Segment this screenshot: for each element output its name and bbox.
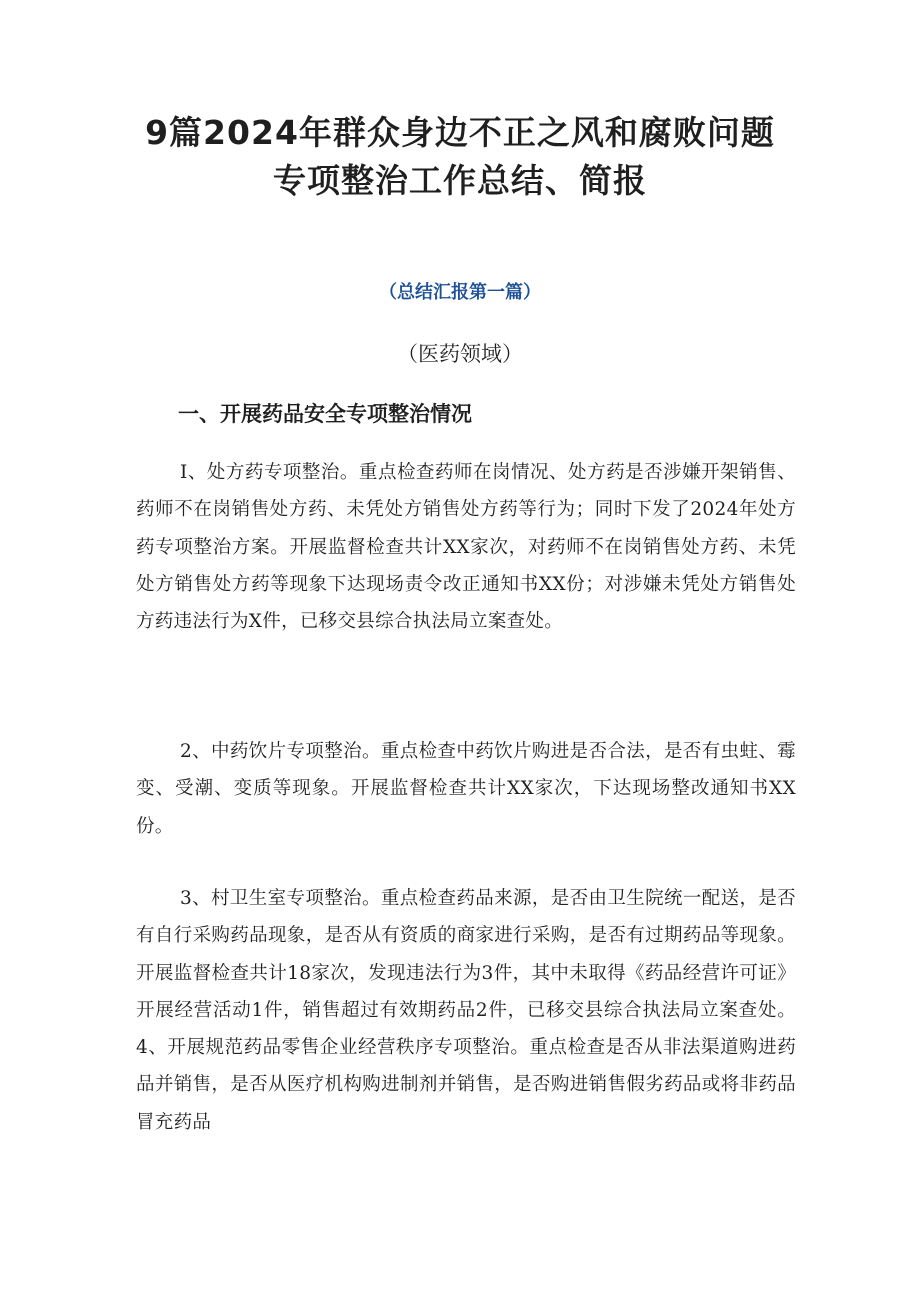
document-subtitle: （总结汇报第一篇） bbox=[379, 282, 541, 303]
paragraph-village-clinics: 3、村卫生室专项整治。重点检查药品来源，是否由卫生院统一配送，是否有自行采购药品现象，是否从有资质的商家进行采购，是否有过期药品等现象。开展监督检查共计18家次，发现违法行为3件，其中未取得《药品经营许可证》开展经营活动1件，销售超过有效期药品2件，已移交县综合执法局立案查处。4、开展规范药品零售企业经营秩序专项整治。重点检查是否从非法渠道购进药品并销售，是否从医疗机构购进制剂并销售，是否购进销售假劣药品或将非药品冒充药品 bbox=[136, 888, 796, 1133]
paragraph-herbal-pieces: 2、中药饮片专项整治。重点检查中药饮片购进是否合法，是否有虫蛀、霉变、受潮、变质等现象。开展监督检查共计XX家次，下达现场整改通知书XX份。 bbox=[136, 741, 796, 837]
section-heading: 一、开展药品安全专项整治情况 bbox=[178, 402, 472, 426]
domain-label: （医药领域） bbox=[397, 342, 523, 366]
document-title-line-1: 9篇2024年群众身边不正之风和腐败问题 bbox=[145, 113, 775, 152]
document-title-line-2: 专项整治工作总结、简报 bbox=[273, 161, 647, 200]
paragraph-prescription-drugs: I、处方药专项整治。重点检查药师在岗情况、处方药是否涉嫌开架销售、药师不在岗销售处方药、未凭处方销售处方药等行为；同时下发了2024年处方药专项整治方案。开展监督检查共计XX家次，对药师不在岗销售处方药、未凭处方销售处方药等现象下达现场责令改正通知书XX份；对涉嫌未凭处方销售处方药违法行为X件，已移交县综合执法局立案查处。 bbox=[136, 462, 796, 633]
